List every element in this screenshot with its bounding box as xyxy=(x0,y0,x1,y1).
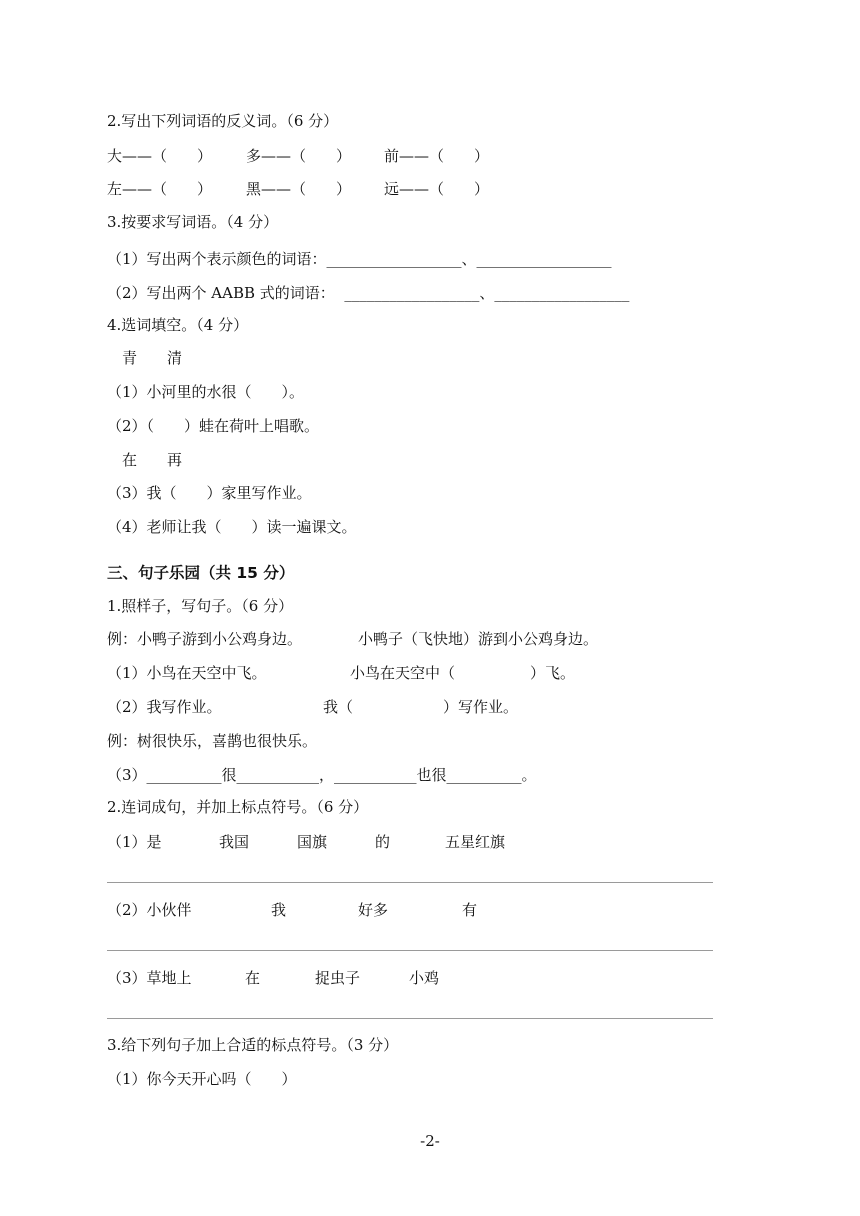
q2-item: 大——（ ） xyxy=(107,147,213,165)
q2-item: 左——（ ） xyxy=(107,180,213,198)
s2-word: 五星红旗 xyxy=(445,833,506,851)
q4-item: （3）我（ ）家里写作业。 xyxy=(107,484,312,502)
q4-item: （1）小河里的水很（ ）。 xyxy=(107,383,305,401)
q3-item: （2）写出两个 AABB 式的词语： __________________、__________________ xyxy=(107,284,630,302)
answer-line xyxy=(107,882,713,883)
s2-word: 小鸡 xyxy=(409,969,440,987)
s1-example: 例：小鸭子游到小公鸡身边。 xyxy=(107,630,303,648)
q4-title: 4.选词填空。（4 分） xyxy=(107,316,249,334)
s2-title: 2.连词成句，并加上标点符号。（6 分） xyxy=(107,798,369,816)
q3-title: 3.按要求写词语。（4 分） xyxy=(107,213,279,231)
section-heading: 三、句子乐园（共 15 分） xyxy=(107,564,295,582)
s2-word: 捉虫子 xyxy=(315,969,361,987)
s3-title: 3.给下列句子加上合适的标点符号。（3 分） xyxy=(107,1036,399,1054)
q4-word-group: 青 清 xyxy=(107,349,183,367)
answer-line xyxy=(107,1018,713,1019)
s2-word: 国旗 xyxy=(297,833,328,851)
s2-word: 有 xyxy=(462,901,478,919)
q4-word-group: 在 再 xyxy=(107,451,183,469)
s1-example: 小鸭子（飞快地）游到小公鸡身边。 xyxy=(358,630,599,648)
s1-item: （3）__________很___________，___________也很__________。 xyxy=(107,766,537,784)
s2-word: （1）是 xyxy=(107,833,162,851)
answer-line xyxy=(107,950,713,951)
s1-item: 我（ ）写作业。 xyxy=(323,698,519,716)
s3-item: （1）你今天开心吗（ ） xyxy=(107,1070,297,1088)
s1-title: 1.照样子，写句子。（6 分） xyxy=(107,597,294,615)
s2-word: 好多 xyxy=(358,901,389,919)
s2-word: （2）小伙伴 xyxy=(107,901,192,919)
s2-word: 在 xyxy=(245,969,261,987)
q2-item: 黑——（ ） xyxy=(246,180,352,198)
s1-item: （1）小鸟在天空中飞。 xyxy=(107,664,267,682)
s2-word: 我国 xyxy=(219,833,250,851)
q3-item: （1）写出两个表示颜色的词语：__________________、__________________ xyxy=(107,250,612,268)
q4-item: （2）（ ）蛙在荷叶上唱歌。 xyxy=(107,417,320,435)
s1-item: 小鸟在天空中（ ）飞。 xyxy=(350,664,576,682)
s2-word: 的 xyxy=(375,833,391,851)
s1-item: （2）我写作业。 xyxy=(107,698,222,716)
q2-item: 远——（ ） xyxy=(384,180,490,198)
q2-item: 多——（ ） xyxy=(246,147,352,165)
q2-item: 前——（ ） xyxy=(384,147,490,165)
s2-word: 我 xyxy=(271,901,287,919)
s2-word: （3）草地上 xyxy=(107,969,192,987)
q4-item: （4）老师让我（ ）读一遍课文。 xyxy=(107,518,357,536)
q2-title: 2.写出下列词语的反义词。（6 分） xyxy=(107,112,339,130)
page-number: -2- xyxy=(420,1132,440,1150)
s1-example: 例：树很快乐，喜鹊也很快乐。 xyxy=(107,732,318,750)
